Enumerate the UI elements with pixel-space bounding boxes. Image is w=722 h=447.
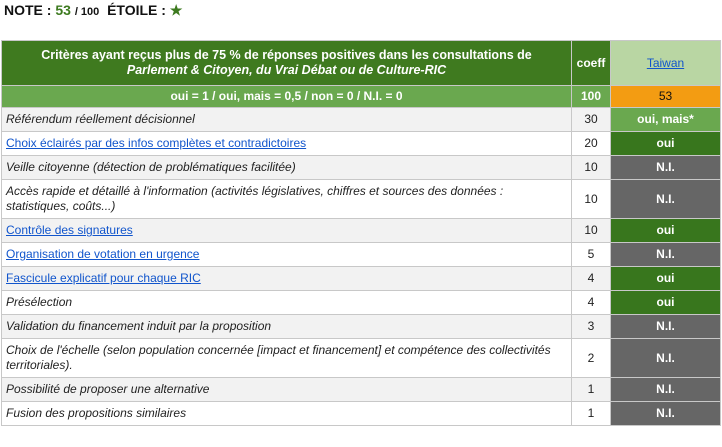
answer-cell: N.I. [611,339,721,378]
coeff-cell: 4 [572,291,611,315]
table-title [2,41,572,86]
criterion-cell: Possibilité de proposer une alternative [2,378,572,402]
etoile-label: ÉTOILE [107,2,158,18]
answer-cell: oui, mais* [611,108,721,132]
criterion-cell: Accès rapide et détaillé à l'information (activités législatives, chiffres et sources des données : statistiques, coûts...) [2,180,572,219]
table-row [2,315,721,339]
coeff-cell: 2 [572,339,611,378]
coeff-cell: 10 [572,219,611,243]
score-total: 53 [611,86,721,108]
coeff-cell: 1 [572,402,611,426]
criterion-link[interactable]: Fascicule explicatif pour chaque RIC [6,271,201,285]
country-link[interactable]: Taiwan [646,55,685,70]
coeff-cell: 30 [572,108,611,132]
table-row [2,108,721,132]
table-row [2,267,721,291]
coeff-header: coeff [572,41,611,86]
table-row [2,219,721,243]
criterion-link[interactable]: Choix éclairés par des infos complètes et contradictoires [6,136,307,150]
answer-cell: N.I. [611,180,721,219]
note-out-of: / 100 [74,6,100,18]
table-row [2,378,721,402]
table-row [2,132,721,156]
answer-cell: N.I. [611,378,721,402]
coeff-cell: 3 [572,315,611,339]
coeff-cell: 10 [572,156,611,180]
criterion-cell: Fusion des propositions similaires [2,402,572,426]
answer-cell: oui [611,219,721,243]
criterion-cell: Présélection [2,291,572,315]
answer-cell: N.I. [611,243,721,267]
criterion-cell [2,132,572,156]
note-score: 53 [55,2,71,18]
table-row [2,243,721,267]
criterion-cell: Choix de l'échelle (selon population concernée [impact et financement] et compétence des collectivités territoriales). [2,339,572,378]
criterion-link[interactable]: Contrôle des signatures [6,223,133,237]
criterion-cell [2,267,572,291]
criterion-cell [2,243,572,267]
star-icon: ★ [169,2,183,18]
answer-cell: oui [611,132,721,156]
coeff-total: 100 [572,86,611,108]
note-label: NOTE [4,2,43,18]
criteria-table [1,40,721,426]
table-row [2,156,721,180]
criterion-cell: Validation du financement induit par la proposition [2,315,572,339]
coeff-cell: 20 [572,132,611,156]
criterion-link[interactable]: Organisation de votation en urgence [6,247,200,261]
criterion-cell: Veille citoyenne (détection de problématiques facilitée) [2,156,572,180]
table-title-line1: Critères ayant reçus plus de 75 % de réponses positives dans les consultations de [41,48,532,62]
country-header [611,41,721,86]
answer-cell: N.I. [611,315,721,339]
scale-legend: oui = 1 / oui, mais = 0,5 / non = 0 / N.I. = 0 [2,86,572,108]
answer-cell: oui [611,291,721,315]
table-row [2,180,721,219]
answer-cell: N.I. [611,156,721,180]
criterion-cell: Référendum réellement décisionnel [2,108,572,132]
table-title-line2: Parlement & Citoyen, du Vrai Débat ou de Culture-RIC [126,63,447,77]
answer-cell: oui [611,267,721,291]
scale-row [2,86,721,108]
coeff-cell: 1 [572,378,611,402]
table-row [2,291,721,315]
coeff-cell: 5 [572,243,611,267]
note-summary: NOTE : 53 / 100 ÉTOILE : ★ [4,2,183,18]
table-row [2,402,721,426]
criterion-cell [2,219,572,243]
coeff-cell: 4 [572,267,611,291]
table-header-row [2,41,721,86]
table-row [2,339,721,378]
answer-cell: N.I. [611,402,721,426]
coeff-cell: 10 [572,180,611,219]
